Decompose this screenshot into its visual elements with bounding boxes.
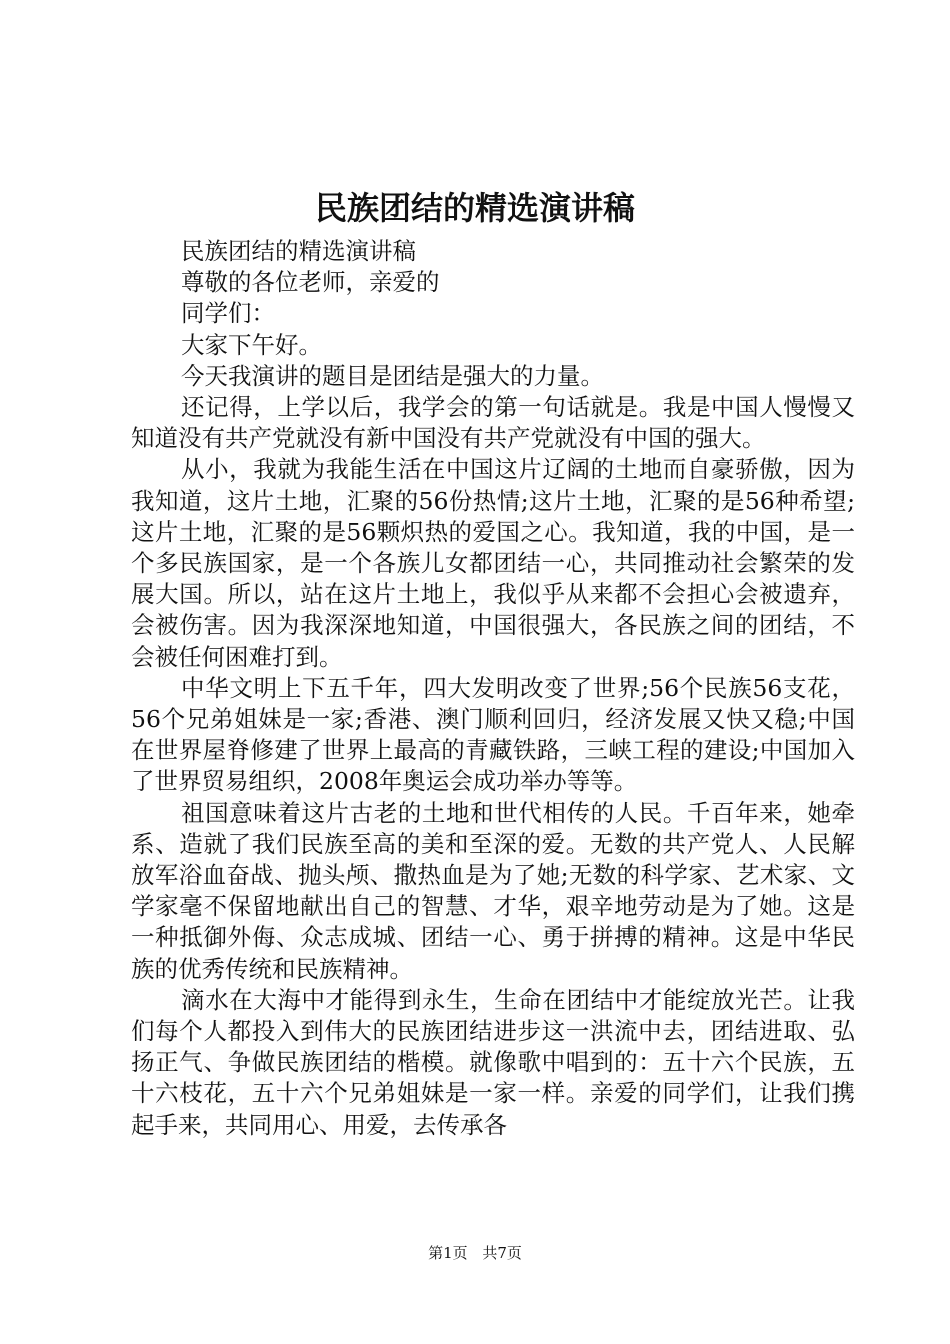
paragraph: 从小，我就为我能生活在中国这片辽阔的土地而自豪骄傲，因为我知道，这片土地，汇聚的56份热情;这片土地，汇聚的是56种希望;这片土地，汇聚的是56颗炽热的爱国之心。我知道，我的中国，是一个多民族国家，是一个各族儿女都团结一心，共同推动社会繁荣的发展大国。所以，站在这片土地上，我似乎从来都不会担心会被遗弃，会被伤害。因为我深深地知道，中国很强大，各民族之间的团结，不会被任何困难打到。 [131, 455, 855, 671]
paragraph: 尊敬的各位老师，亲爱的 [181, 268, 440, 297]
paragraph: 今天我演讲的题目是团结是强大的力量。 [181, 361, 604, 390]
paragraph: 大家下午好。 [181, 330, 322, 359]
paragraph: 同学们： [181, 299, 275, 328]
paragraph: 滴水在大海中才能得到永生，生命在团结中才能绽放光芒。让我们每个人都投入到伟大的民族团结进步这一洪流中去，团结进取、弘扬正气、争做民族团结的楷模。就像歌中唱到的：五十六个民族，五十六枝花，五十六个兄弟姐妹是一家一样。亲爱的同学们，让我们携起手来，共同用心、用爱，去传承各 [131, 985, 855, 1139]
paragraph: 还记得，上学以后，我学会的第一句话就是。我是中国人慢慢又知道没有共产党就没有新中国没有共产党就没有中国的强大。 [131, 393, 855, 453]
document-title: 民族团结的精选演讲稿 [314, 189, 635, 227]
paragraph: 中华文明上下五千年，四大发明改变了世界;56个民族56支花，56个兄弟姐妹是一家;香港、澳门顺利回归，经济发展又快又稳;中国在世界屋脊修建了世界上最高的青藏铁路，三峡工程的建设;中国加入了世界贸易组织，2008年奥运会成功举办等等。 [131, 673, 855, 796]
document-body [131, 236, 855, 1141]
paragraph: 民族团结的精选演讲稿 [181, 237, 416, 265]
page-count: 共7页 [482, 1244, 522, 1262]
page-number: 第1页 [428, 1244, 468, 1262]
page-footer [0, 1243, 950, 1263]
paragraph: 祖国意味着这片古老的土地和世代相传的人民。千百年来，她牵系、造就了我们民族至高的美和至深的爱。无数的共产党人、人民解放军浴血奋战、抛头颅、撒热血是为了她;无数的科学家、艺术家、文学家毫不保留地献出自己的智慧、才华，艰辛地劳动是为了她。这是一种抵御外侮、众志成城、团结一心、勇于拼搏的精神。这是中华民族的优秀传统和民族精神。 [131, 798, 855, 983]
